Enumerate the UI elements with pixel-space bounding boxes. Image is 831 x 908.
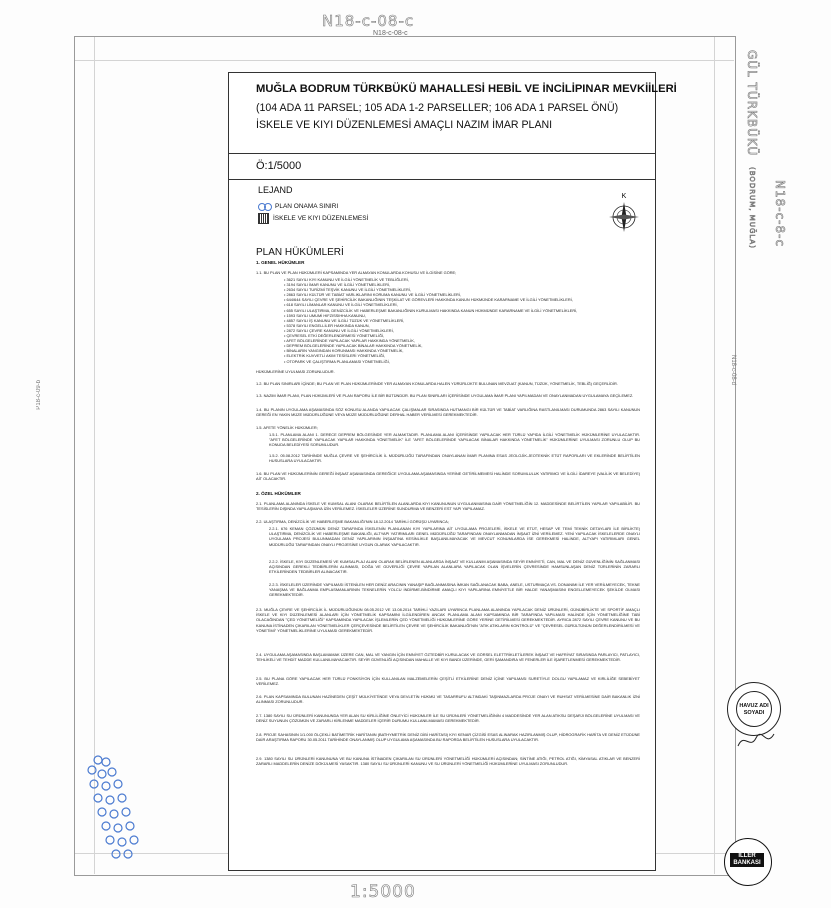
law-item: • 1593 SAYILI UMUMİ HIFZISSIHHA KANUNU,: [284, 313, 484, 318]
law-item: • 2634 SAYILI TURİZMİ TEŞVİK KANUNU VE İLGİLİ YÖNETMELİKLERİ,: [284, 287, 484, 292]
rule-1-6: 1.6. BU PLAN VE HÜKÜMLERİNİN GEREĞİ İNŞAAT AŞAMASINDA GEREĞİCE UYGULAMA AŞAMASINDA YERİNE GETİRİLMEMESİ HALİNDE SORUMLULUK YATIRIMCI VE İLGİLİ İDAREYE (VALİLİK VE BELEDİYE) AİT OLACAKTIR.: [256, 471, 640, 482]
rule-1-2: 1.2. BU PLAN SINIRLARI İÇİNDE; BU PLAN VE PLAN HÜKÜMLERİNDE YER ALMAYAN KONULARDA HALEN YÜRÜRLÜKTE BULUNAN MEVZUAT (KANUN, TÜZÜK, YÖNETMELİK, TEBLİĞ) GEÇERLİDİR.: [256, 381, 618, 386]
law-item: • 4857 SAYILI İŞ KANUNU VE İLGİLİ TÜZÜK VE YÖNETMELİKLERİ,: [284, 318, 484, 323]
law-item: • 3194 SAYILI İMAR KANUNU VE İLGİLİ YÖNETMELİKLERİ,: [284, 282, 484, 287]
seal-text: İLLER BANKASI: [730, 853, 764, 867]
plan-notes-panel: [228, 72, 677, 871]
law-item: • 2872 SAYILI ÇEVRE KANUNU VE İLGİLİ YÖNETMELİKLERİ,: [284, 328, 484, 333]
iller-bankasi-seal: [724, 838, 772, 886]
rule-2-2: 2.2. ULAŞTIRMA, DENİZCİLİK VE HABERLEŞME BAKANLIĞI'NIN 18.12.2014 TARİHLİ GÖRÜŞÜ UYARINCA;: [256, 519, 449, 524]
round-stamp-inner: [736, 691, 772, 727]
round-stamp: [727, 682, 781, 736]
law-item: • ELEKTRİK KUVVETLİ AKIM TESİSLERİ YÖNETMELİĞİ,: [284, 353, 484, 358]
rule-2-2-2: 2.2.2. İSKELE, KIYI DÜZENLEMESİ VE KUMSALPLAJ ALANI OLARAK BELİRLENEN ALANLARDA İNŞAAT VE KULLANIM AŞAMASINDA SEYİR EMNİYETİ, CAN, MAL VE DENİZ GÜVENLİĞİNİN SAĞLANMASI AÇISINDAN GEREKLİ TEDBİRLERİN ALINMASI, DOĞA VE GÜVERLİĞİ ÇEVRE YAPILAN ALANLARA YAPILACAK OLAN İŞVELERİN ÇEVRESİNDE HAMSUNLAŞAN DENİZ TÜRLERİNİN ZARARLI ETKİLERİNDEN TEDBİRLER ALINACAKTIR.: [269, 559, 640, 575]
law-item: • OTOPARK VE ÇALIŞTIRMA PLANLAMASI YÖNETMELİĞİ,: [284, 359, 484, 364]
title-block: [229, 73, 677, 154]
plan-title-line-1: MUĞLA BODRUM TÜRKBÜKÜ MAHALLESİ HEBİL VE İNCİLİPINAR MEVKİİLERİ: [256, 83, 677, 95]
rule-2-5: 2.5. BU PLANA GÖRE YAPILACAK HER TÜRLÜ FONKSİYON İÇİN KULLANILAN MALZEMELERİN ÇEŞİTLİ ETKİLERİNE DENİZ İÇİNE YAPILMASI SURETİYLE DOLGU YAPILAMAZ VE KIRLİLİĞE SEBEBİYET VERİLEMEZ.: [256, 676, 640, 687]
legend-title: LEJAND: [258, 185, 293, 195]
sheet-scale-bottom: 1:5000: [350, 882, 416, 902]
plan-scale: Ö:1/5000: [256, 160, 302, 172]
rule-2-2-1: 2.2.1. 676 KEMAN ÇÖZÜMÜN DENİZ TARAFINDA İSKELENİN PLANLANAN KIYI YAPILARINA AİT UYGULAMA PROJELERİ, İSKELE VE ETÜT, HESAP VE TEMİ TEKNİK DETAYLARI İLE BİRLİKTE) ULAŞTIRMA, DENİZCİLİK VE HABERLEŞME BAKANLIĞI, ALTYAPI YATIRIMLARI GENEL MÜDÜRLÜĞÜ TARAFINDAN ONAYLANMADAN İNŞAAT İZNİ VERİLEMEZ. YENİ YAPILACAK İSKELELERDE ONAYLI UYGULAMA PROJESİ BULUNMADAN DENİZ YAPILARININ İNŞAATINA KESİNLİKLE BAŞLANILMAYACAK VE MEVCUT KONUMLARDA İSE GEREKMESİ HALİNDE, ALTYAPI YATIRIMLARI GENEL MÜDÜRLÜĞÜ TARAFINDAN ONAYLI PROJESİNE UYGUN OLARAK YAPILACAKTIR.: [269, 526, 640, 547]
rule-1-5-1: 1.5.1. PLANLAMA ALANI 1. DERECE DEPREM BÖLGESİNDE YER ALMAKTADIR. PLANLAMA ALANI İÇERİSİNDE YAPILACAK HER TÜRLÜ YAPIDA İLGİLİ YÖNETMELİK HÜKÜMLERİNE UYULACAKTIR. "AFET BÖLGELERİNDE YAPILACAK YAPILAR HAKKINDA YÖNETMELİK" İLE "AFET BÖLGELERİNDE YAPILACAK BİNALAR HAKKINDA YÖNETMELİK" HÜKÜMLERİNE UYULMASI ZORUNLU OLUP BU KONUDA BELEDİYESİ SORUMLUDUR.: [269, 432, 640, 448]
sheet-code-top-small: N18-c-08-c: [373, 30, 408, 37]
rule-1-5: 1.5. AFETE YÖNELİK HÜKÜMLER;: [256, 425, 318, 430]
law-list: [284, 277, 578, 364]
law-item: • 2863 SAYILI KÜLTÜR VE TABİAT VARLIKLARINI KORUMA KANUNU VE İLGİLİ YÖNETMELİKLERİ,: [284, 292, 484, 297]
round-stamp-text: HAVUZ ADI SOYADI: [739, 703, 769, 716]
plan-boundary-circles: [84, 752, 144, 862]
law-item: • 655 SAYILI ULAŞTIRMA, DENİZCİLİK VE HABERLEŞME BAKANLIĞININ KURULMASI HAKKINDA KANUN HÜKMÜNDE KARARNAME VE İLGİLİ YÖNETMELİKLERİ,: [284, 308, 484, 313]
law-item: • ÇEVRESEL ETKİ DEĞERLENDİRMESİ YÖNETMELİĞİ,: [284, 333, 484, 338]
legend-item-pier: [258, 213, 368, 223]
rule-2-9: 2.9. 1380 SAYILI SU ÜRÜNLERİ KANUNUNA VE BU KANUNA İSTİNADEN ÇIKARILAN SU ÜRÜNLERİ YÖNETMELİĞİ HÜKÜMLERİ AÇISINDAN; SİNTİNE ATIĞI, PETROL ATIĞI, KİMYASAL ATIKLAR VE BENZERİ ZARARLI MADDELERİN DENİZE DÖKÜLMESİ YASAKTIR. 1380 SAYILI SU ÜRÜNLERİ KANUNU VE SU ÜRÜNLERİ YÖNETMELİĞİ HÜKÜMLERİNE UYULMASI ZORUNLUDUR.: [256, 756, 640, 767]
sheet-place-name-text: GÜL TÜRKBÜKÜ: [745, 50, 759, 157]
rule-2-3: 2.3. MUĞLA ÇEVRE VE ŞEHİRCİLİK İL MÜDÜRLÜĞÜNÜN 08.05.2012 VE 13.08.2014 TARİHLİ YAZILARI UYARINCA PLANLAMA ALANINDA YAPILACAK DENİZ ÜRÜNLERİ, GÜNÜBİRLİKTE VE SPORTİF AMAÇLI İSKELE VE KIYI DÜZENLEMESİ ALANLARI İÇİN YÖNETMELİK KAPSAMINI İLGİLENDİREN ANCAK PLANLAMA ALANI KAPSAMINDA BİR TARAFINDA YAPILMASI HALİNDE İÇİN YÖNETMELİĞİNE TABİ OLACAĞINDAN "ÇED YÖNETMELİĞİ" KAPSAMINDA YAPILACAK İŞLEMLERİN ÇED YÖNETMELİĞİ HÜKÜMLERİNE GÖRE YERİNE GETİRİLMESİ GEREKMEKTEDİR. AYRICA 2872 SAYILI ÇEVRE KANUNU VE BU KANUNA İSTİNADEN ÇIKARILAN YÖNETMELİKLER ÇERÇEVESİNDE BELİRTİLEN ÇEVRE VE ŞEHİRCİLİK BAKANLIĞI'NIN "ATIK ATIKLARIN KONTROLÜ" VE "ÇEVRESEL GÜRÜLTÜNÜN DEĞERLENDİRİLMESİ VE YÖNETİMİ" YÖNETMELİKLERİNE UYULMASI GEREKMEKTEDİR.: [256, 607, 640, 633]
plan-title-line-2: (104 ADA 11 PARSEL; 105 ADA 1-2 PARSELLER; 106 ADA 1 PARSEL ÖNÜ): [256, 102, 619, 114]
sheet-code-left-small: P18-c-09-b: [36, 380, 42, 410]
north-label: K: [621, 193, 627, 200]
rule-2-1: 2.1. PLANLAMA ALANINDA İSKELE VE KUMSAL ALANI OLARAK BELİRTİLEN ALANLARDA KIYI KANUNUNUN UYGULANMASINA DAİR YÖNETMELİĞİN 12. MADDESİNDE BELİRTİLEN YAPILAR YAPILABİLİR. BU TESİSLERİN DIŞINDA YAPILAŞMAYA İZİN VERİLEMEZ. İSKELELER ÜZERİNE SUNDURMA VE BENZERİ EST YAPI YAPILAMAZ.: [256, 501, 640, 512]
rule-2-6: 2.6. PLAN KAPSAMINDA BULUNAN HAZİNEDEN ÇEŞİT MÜLKİYETİNDE VEYA DEVLETİN HÜKMÜ VE TASARRUFU ALTINDAKİ TAŞINMAZLARDA PROJE ONAYI VE RUHSAT VERİLMESİNE DAİR BAKANLIK İZNİ ALINMASI ZORUNLUDUR.: [256, 694, 640, 705]
sheet-code-right-small: N18-c-08-d: [730, 355, 736, 386]
plan-rules-heading: PLAN HÜKÜMLERİ: [256, 247, 344, 258]
signature-mark: [736, 730, 776, 752]
sheet-code-side: N18-c-8-c: [773, 180, 787, 248]
rule-2-8: 2.8. PROJE SAHASININ 1/1.000 ÖLÇEKLİ BATİMETRİK HARİTANIN (BATHYMETRİK DENİZ DİBİ HARİTASI) KIYI KENAR ÇİZGİSİ ESAS ALINARAK HAZIRLANMIŞ OLUP, HİDROGRAFİK HARİTA VE DENİZ ETÜDÜNE DAİR ARAŞTIRMA RAPORU 30.05.2011 TARİHİNDE ONAYLANMIŞ OLUP UYGULAMA AŞAMASINDA BU RAPORDA BELİRTİLEN HUSUSLARA UYULACAKTIR.: [256, 732, 640, 743]
sheet-code-top: N18-c-08-c: [322, 12, 415, 30]
legend-item-label: PLAN ONAMA SINIRI: [275, 202, 339, 210]
rule-1-5-2: 1.5.2. 05.08.2012 TARİHİNDE MUĞLA ÇEVRE VE ŞEHİRCİLİK İL MÜDÜRLÜĞÜ TARAFINDAN ONAYLANAN İMAR PLANINA ESAS JEOLOJİK-JEOTEKNİK ETÜT RAPORLARI VE EKLERİNDE BELİRTİLEN HUSUSLARA UYULACAKTIR.: [269, 453, 640, 464]
law-item: • 644/644 SAYILI ÇEVRE VE ŞEHİRCİLİK BAKANLIĞININ TEŞKİLAT VE GÖREVLERİ HAKKINDA KANUN HÜKMÜNDE KARARNAME VE İLGİLİ YÖNETMELİKLERİ,: [284, 297, 484, 302]
law-item: • 3621 SAYILI KIYI KANUNU VE İLGİLİ YÖNETMELİK VE TEBLİĞLERİ,: [284, 277, 484, 282]
plan-boundary-circles-icon: [258, 203, 271, 210]
sheet-district-text: (BODRUM, MUĞLA): [748, 167, 756, 250]
rule-1-3: 1.3. NAZIM İMAR PLANI, PLAN HÜKÜMLERİ VE PLAN RAPORU İLE BİR BÜTÜNDÜR. BU PLAN SINIRLARI İÇERİSİNDE UYGULAMA İMAR PLANI YAPILMADAN VE ONAYLANMADAN UYGULAMAYA GEÇİLEMEZ.: [256, 393, 634, 398]
law-item: • AFET BÖLGELERİNDE YAPILACAK YAPILAR HAKKINDA YÖNETMELİK,: [284, 338, 484, 343]
rule-2-2-3: 2.2.3. İSKELELER ÜZERİNDE YAPILMASI İSTENİLEN HER DENİZ ARACININ YANAŞIP BAĞLANMASINA İMKAN SAĞLANACAK BABA, ANELE, USTURMAÇA VS. DONANIMI İLE YER VERİLMEYECEK, TEKNE YANAŞMA VE BAĞLANMA EMPLASMANLARININ TEKNELERİN YOLCU İNDİRME-BİNDİRME AMAÇLI KIYI YAPILARINA EMNİYETLE BİR HALDE YANAŞMASINI ENGELLEMEYECEK ŞEKİLDE OLMASI GEREKMEKTEDİR.: [269, 582, 640, 598]
law-item: • DEPREM BÖLGELERİNDE YAPILACAK BİNALAR HAKKINDA YÖNETMELİK,: [284, 343, 484, 348]
rule-2-4: 2.4. UYGULAMA AŞAMASINDA BAŞLAMAMAK ÜZERE CAN, MAL VE YANGIN İÇİN EMNİYET ÖZTEDBİR KURULACAK VE GÖRSEL ELETTRİKLETİLEREK İNŞAAT VE HAFRİYAT SIRASINDA PARLAYICI, PATLAYICI, TEHLİKELİ VE TEHDİT MADDE KULLANILMAYACAKTIR. SEYİR GÜVENLİĞİ AÇISINDAN MAHALLE VE KIYI BANDI ÜZERİNDE, GERİ ŞAMANDIRA VE FENERLER İLE İŞARETLENMESİ GEREKMEKTEDİR.: [256, 652, 640, 663]
scale-block: [229, 153, 655, 180]
law-item: • BİNALARIN YANGINDAN KORUNMASI HAKKINDA YÖNETMELİK,: [284, 348, 484, 353]
rule-1-1: 1.1. BU PLAN VE PLAN HÜKÜMLERİ KAPSAMINDA YER ALMAYAN KONULARDA KOHUSU VE İLGİSİNE GÖRE;: [256, 270, 457, 275]
law-item: • 618 SAYILI LİMANLAR KANUNU VE İLGİLİ YÖNETMELİKLERİ,: [284, 302, 484, 307]
law-list-closing: HÜKÜMLERİNE UYULMASI ZORUNLUDUR.: [256, 369, 335, 374]
plan-title-line-3: İSKELE VE KIYI DÜZENLEMESİ AMAÇLI NAZIM İMAR PLANI: [256, 119, 553, 131]
section-special-heading: 2. ÖZEL HÜKÜMLER: [256, 491, 301, 496]
north-arrow-icon: [607, 191, 641, 235]
rule-2-7: 2.7. 1380 SAYILI SU ÜRÜNLERİ KANUNUNDA YER ALAN SU KİRLİLİĞİNE ÖNLEYİCİ HÜKÜMLER İLE SU ÜRÜNLERİ YÖNETMELİĞİNİN 4 MADDESİNDE YER ALAN ATIKSU DEŞARJI BÖLGELERİNE UYULMASI VE DENİZ SUYUNUN ÇÖZÜMÜN VE ZARARLI KİRLENME MADDELER İÇERİR DURUMU KULLANILMAMASI GEREKMEKTEDİR.: [256, 713, 640, 724]
legend-item-plan-boundary: [258, 201, 338, 211]
legend-item-label: İSKELE VE KIYI DÜZENLEMESİ: [273, 214, 369, 222]
law-item: • 5378 SAYILI ENGELLİLER HAKKINDA KANUN,: [284, 323, 484, 328]
pier-hatch-icon: [258, 213, 269, 224]
sheet-place-name: [745, 50, 759, 249]
section-general-heading: 1. GENEL HÜKÜMLER: [256, 260, 305, 265]
rule-1-4: 1.4. BU PLANIN UYGULAMA AŞAMASINDA SÖZ KONUSU ALANDA YAPILACAK ÇALIŞMALAR SIRASINDA HUTMANGI BİR KÜLTÜR VE TABİAT VARLIĞINA RASTLANILMASI DURUMUNDA 2863 SAYILI KANUNUN GEREĞİ EN YAKIN MÜZE MÜDÜRLÜĞÜNE VEYA MÜZE MÜDÜRLÜĞÜNE DERHAL HABER VERİLMESİ GEREKMEKTEDİR.: [256, 407, 640, 418]
